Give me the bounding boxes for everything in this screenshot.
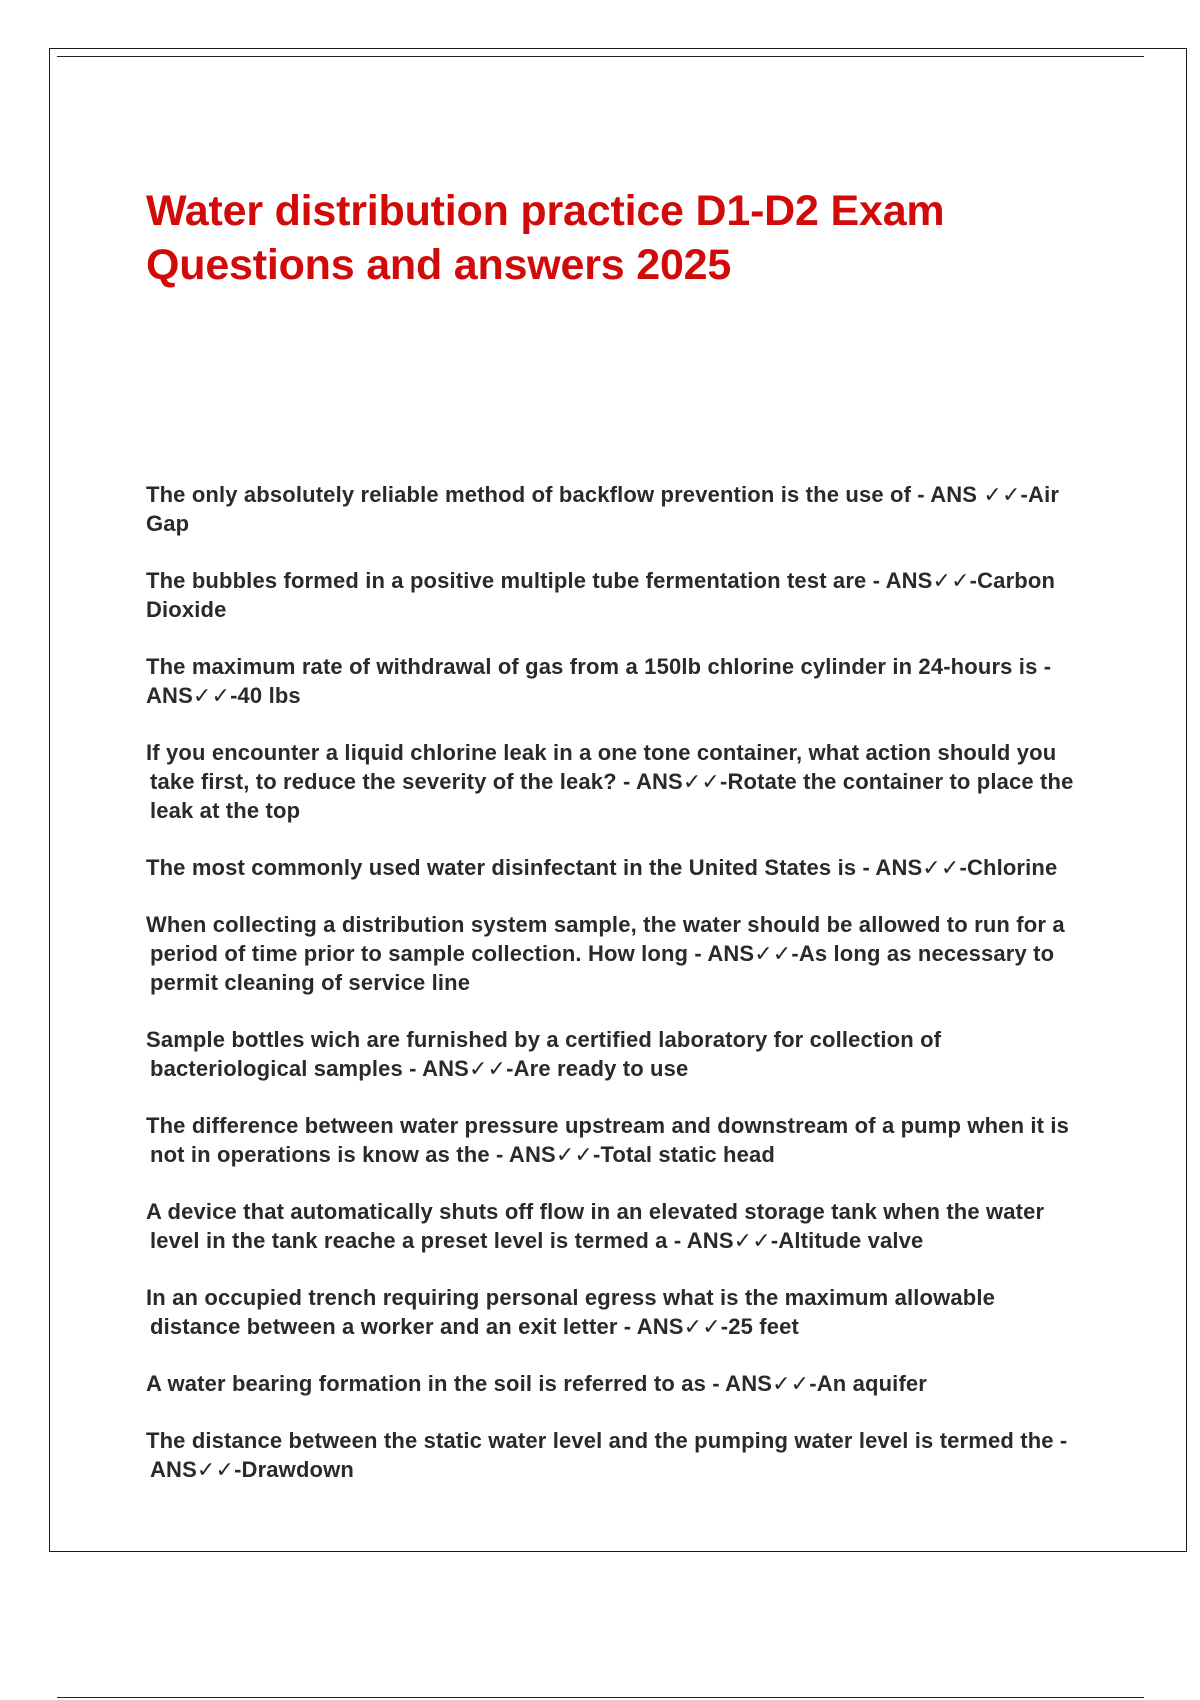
bottom-rule <box>57 1697 1144 1698</box>
qa-item: In an occupied trench requiring personal egress what is the maximum allowable distance between a worker and an exit letter - ANS✓✓-25 feet <box>146 1285 995 1339</box>
qa-item: A device that automatically shuts off flow in an elevated storage tank when the water level in the tank reache a preset level is termed a - ANS✓✓-Altitude valve <box>146 1199 1045 1253</box>
qa-item: The distance between the static water level and the pumping water level is termed the - ANS✓✓-Drawdown <box>146 1428 1068 1482</box>
qa-item: A water bearing formation in the soil is referred to as - ANS✓✓-An aquifer <box>146 1371 928 1396</box>
qa-item: If you encounter a liquid chlorine leak in a one tone container, what action should you take first, to reduce the severity of the leak? - ANS✓✓-Rotate the container to place the leak at the top <box>146 740 1074 823</box>
qa-item: The bubbles formed in a positive multiple tube fermentation test are - ANS✓✓-Carbon Dioxide <box>146 568 1056 622</box>
qa-item: Sample bottles wich are furnished by a certified laboratory for collection of bacteriological samples - ANS✓✓-Are ready to use <box>146 1027 942 1081</box>
qa-item: When collecting a distribution system sample, the water should be allowed to run for a period of time prior to sample collection. How long - ANS✓✓-As long as necessary to permit cleaning of service line <box>146 912 1065 995</box>
qa-item: The only absolutely reliable method of backflow prevention is the use of - ANS ✓✓-Air Gap <box>146 482 1060 536</box>
top-rule <box>57 56 1144 57</box>
qa-list <box>146 480 1091 1512</box>
qa-item: The most commonly used water disinfectant in the United States is - ANS✓✓-Chlorine <box>146 855 1058 880</box>
qa-item: The maximum rate of withdrawal of gas from a 150lb chlorine cylinder in 24-hours is - ANS✓✓-40 lbs <box>146 654 1052 708</box>
qa-item: The difference between water pressure upstream and downstream of a pump when it is not in operations is know as the - ANS✓✓-Total static head <box>146 1113 1070 1167</box>
document-title: Water distribution practice D1-D2 Exam Questions and answers 2025 <box>146 187 945 289</box>
